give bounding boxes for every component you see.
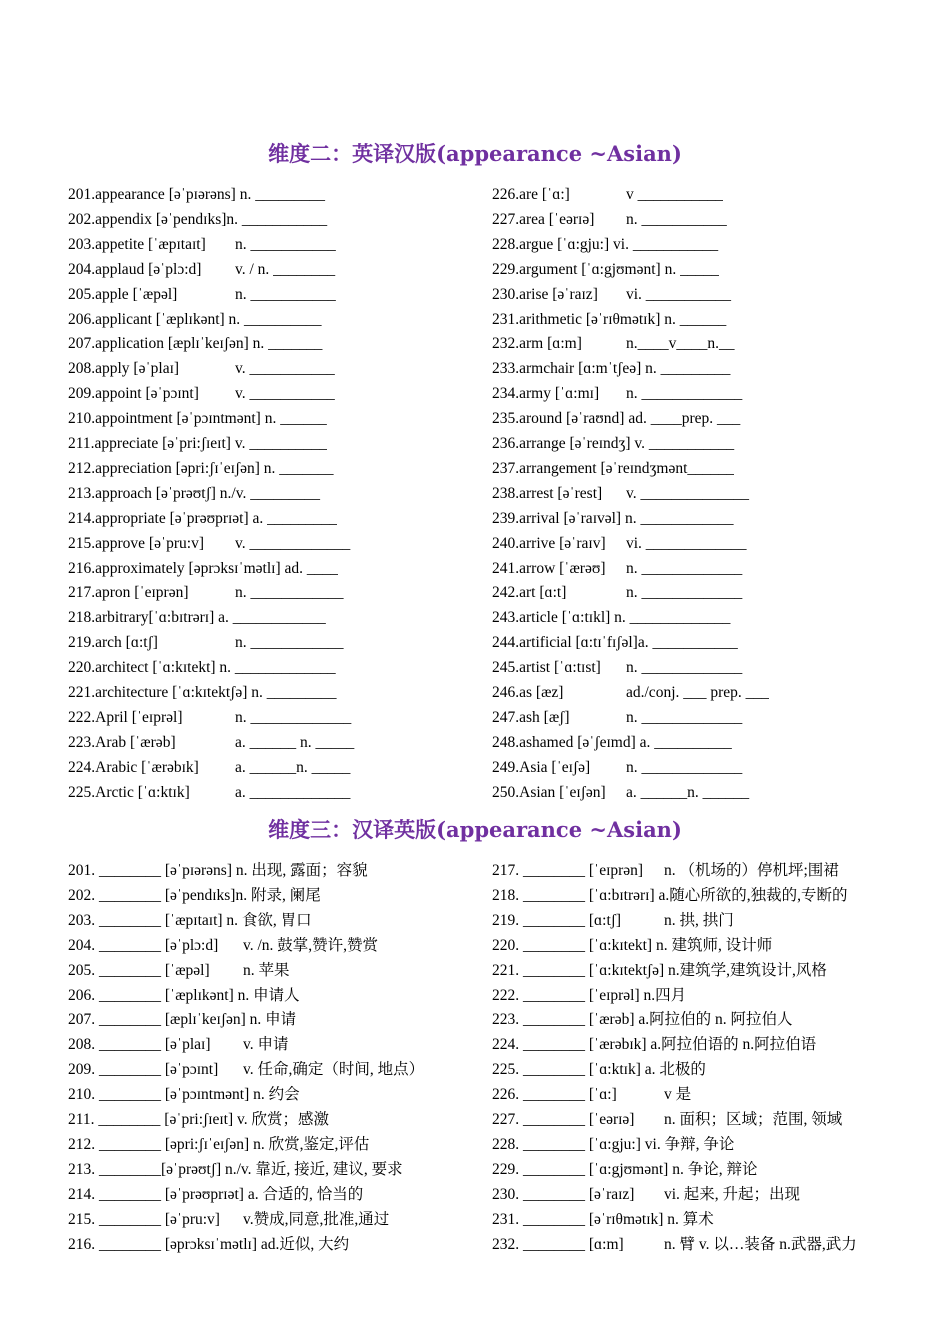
vocab-meaning: v 是 (664, 1086, 692, 1104)
vocab-word: 232. ________ [ɑ:m] (492, 1235, 624, 1253)
vocab-meaning: n. 面积；区域；范围, 领域 (664, 1111, 843, 1128)
vocab-meaning: n. ____________ (235, 634, 344, 652)
vocab-meaning: v.赞成,同意,批准,通过 (243, 1210, 390, 1228)
vocab-entry (492, 733, 732, 753)
vocab-entry (492, 434, 734, 454)
vocab-word: 229. ________ [ˈɑ:gjʊmənt] n. 争论, 辩论 (492, 1160, 758, 1178)
vocab-meaning: n. _____________ (626, 659, 743, 677)
vocab-meaning: vi. 起来, 升起；出现 (664, 1185, 801, 1203)
vocab-word: 247.ash [æʃ] (492, 708, 570, 726)
vocab-meaning: v ___________ (626, 186, 723, 203)
vocab-word: 226. ________ [ˈɑ:] (492, 1086, 617, 1104)
vocab-entry (68, 608, 326, 628)
vocab-entry (492, 886, 848, 906)
vocab-entry (68, 783, 351, 803)
vocab-entry (68, 459, 334, 479)
vocab-entry (492, 1135, 734, 1155)
vocab-meaning: v. 申请 (243, 1036, 289, 1054)
vocab-word: 227. ________ [ˈeərɪə] (492, 1111, 635, 1128)
vocab-meaning: v. _____________ (235, 534, 351, 552)
vocab-word: 212.appreciation [əpri:ʃɪˈeɪʃən] n. _______ (68, 459, 334, 477)
vocab-meaning: a. ______ n. _____ (235, 733, 355, 751)
vocab-entry (492, 534, 747, 554)
vocab-entry (492, 260, 719, 280)
vocab-meaning: vi. ___________ (626, 285, 732, 303)
vocab-word: 243.article [ˈɑ:tɪkl] n. _____________ (492, 609, 731, 627)
vocab-entry (492, 961, 827, 981)
vocab-word: 209. ________ [əˈpɔɪnt] (68, 1061, 219, 1079)
vocab-entry (492, 409, 740, 429)
vocab-word: 222.April [ˈeɪprəl] (68, 708, 183, 726)
vocab-entry (492, 210, 727, 230)
vocab-word: 208. ________ [əˈplaɪ] (68, 1036, 211, 1054)
vocab-entry (68, 1160, 403, 1180)
vocab-word: 202. ________ [əˈpendɪks]n. 附录, 阑尾 (68, 886, 321, 904)
section2-title: 维度二：英译汉版(appearance ~Asian) (268, 141, 682, 166)
vocab-word: 202.appendix [əˈpendɪks]n. ___________ (68, 210, 328, 228)
vocab-entry (68, 484, 320, 504)
vocab-word: 231. ________ [əˈrɪθmətɪk] n. 算术 (492, 1210, 714, 1228)
vocab-word: 222. ________ [ˈeɪprəl] n.四月 (492, 986, 687, 1004)
vocab-meaning: v. ___________ (235, 360, 335, 378)
vocab-entry (68, 936, 379, 956)
vocab-word: 229.argument [ˈɑ:gjʊmənt] n. _____ (492, 260, 719, 278)
vocab-word: 211. ________ [əˈpri:ʃɪeɪt] v. 欣赏；感激 (68, 1111, 330, 1128)
vocab-entry (492, 1060, 706, 1080)
vocab-word: 220. ________ [ˈɑ:kɪtekt] n. 建筑师, 设计师 (492, 936, 773, 954)
vocab-entry (492, 509, 733, 529)
vocab-word: 209.appoint [əˈpɔɪnt] (68, 385, 199, 403)
vocab-meaning: n. _____________ (626, 385, 743, 403)
section3-title: 维度三：汉译英版(appearance ~Asian) (268, 817, 682, 842)
vocab-word: 239.arrival [əˈraɪvəl] n. ____________ (492, 509, 734, 527)
vocab-word: 249.Asia [ˈeɪʃə] (492, 758, 591, 776)
vocab-entry (492, 559, 743, 579)
vocab-entry (68, 210, 327, 230)
vocab-entry (492, 1160, 757, 1180)
vocab-entry (68, 285, 336, 305)
vocab-entry (492, 633, 738, 653)
vocab-entry (68, 758, 351, 778)
vocab-entry (68, 861, 368, 881)
vocab-meaning: v. 任命,确定（时间, 地点） (243, 1061, 425, 1079)
vocab-entry (68, 633, 344, 653)
vocab-entry (492, 783, 750, 803)
vocab-word: 248.ashamed [əˈʃeɪmd] a. __________ (492, 733, 732, 751)
vocab-word: 228.argue [ˈɑ:gju:] vi. ___________ (492, 235, 719, 253)
vocab-entry (68, 658, 336, 678)
vocab-entry (492, 1235, 857, 1255)
vocab-entry (492, 861, 839, 881)
vocab-word: 231.arithmetic [əˈrɪθmətɪk] n. ______ (492, 310, 727, 328)
vocab-entry (492, 708, 743, 728)
vocab-word: 221.architecture [ˈɑ:kɪtektʃə] n. _________ (68, 684, 337, 701)
vocab-word: 216. ________ [əprɔksɪˈmətlɪ] ad.近似, 大约 (68, 1235, 350, 1253)
vocab-meaning: a. ______n. ______ (626, 783, 750, 801)
vocab-word: 220.architect [ˈɑ:kɪtekt] n. _____________ (68, 659, 336, 677)
vocab-word: 205.apple [ˈæpəl] (68, 285, 178, 303)
vocab-meaning: n. （机场的）停机坪;围裙 (664, 862, 839, 879)
vocab-word: 230.arise [əˈraɪz] (492, 285, 598, 303)
vocab-word: 214. ________ [əˈprəʊprɪət] a. 合适的, 恰当的 (68, 1185, 364, 1203)
vocab-word: 201. ________ [əˈpɪərəns] n. 出现, 露面；容貌 (68, 862, 368, 879)
vocab-entry (492, 583, 743, 603)
vocab-meaning: n. _____________ (626, 758, 743, 776)
vocab-word: 233.armchair [ɑ:mˈtʃeə] n. _________ (492, 360, 731, 378)
vocab-entry (492, 936, 772, 956)
vocab-entry (68, 1210, 390, 1230)
vocab-word: 212. ________ [əpri:ʃɪˈeɪʃən] n. 欣赏,鉴定,评估 (68, 1135, 370, 1153)
vocab-word: 234.army [ˈɑ:mɪ] (492, 385, 600, 403)
vocab-meaning: n. _____________ (626, 559, 743, 577)
vocab-entry (68, 359, 335, 379)
vocab-meaning: n. ___________ (626, 210, 727, 228)
vocab-entry (492, 658, 743, 678)
vocab-word: 219.arch [ɑ:tʃ] (68, 634, 158, 652)
vocab-word: 217. ________ [ˈeɪprən] (492, 862, 644, 879)
vocab-entry (492, 1035, 816, 1055)
vocab-entry (492, 608, 730, 628)
vocab-meaning: n. 臂 v. 以…装备 n.武器,武力 (664, 1235, 857, 1253)
vocab-entry (68, 260, 336, 280)
vocab-entry (492, 285, 732, 305)
vocab-word: 207. ________ [æplɪˈkeɪʃən] n. 申请 (68, 1011, 297, 1029)
vocab-entry (68, 434, 327, 454)
vocab-entry (68, 1235, 349, 1255)
vocab-entry (68, 334, 322, 354)
vocab-word: 225.Arctic [ˈɑ:ktɪk] (68, 783, 190, 801)
vocab-entry (68, 733, 355, 753)
vocab-entry (68, 1085, 300, 1105)
vocab-meaning: n. ___________ (235, 235, 336, 253)
vocab-entry (492, 758, 743, 778)
vocab-entry (68, 534, 351, 554)
vocab-word: 217.apron [ˈeɪprən] (68, 584, 189, 602)
vocab-word: 213.approach [əˈprəʊtʃ] n./v. _________ (68, 484, 320, 502)
vocab-word: 203.appetite [ˈæpɪtaɪt] (68, 235, 206, 253)
vocab-entry (492, 986, 686, 1006)
vocab-entry (492, 683, 769, 703)
vocab-entry (492, 1085, 692, 1105)
vocab-word: 210. ________ [əˈpɔɪntmənt] n. 约会 (68, 1086, 300, 1104)
vocab-meaning: n.____v____n.__ (626, 335, 735, 353)
vocab-word: 223. ________ [ˈærəb] a.阿拉伯的 n. 阿拉伯人 (492, 1011, 793, 1029)
vocab-word: 218.arbitrary[ˈɑ:bɪtrərɪ] a. ____________ (68, 609, 326, 627)
vocab-entry (492, 1010, 793, 1030)
vocab-meaning: n. _____________ (235, 708, 352, 726)
vocab-meaning: n. ___________ (235, 285, 336, 303)
vocab-word: 206. ________ [ˈæplɪkənt] n. 申请人 (68, 986, 300, 1004)
vocab-meaning: ad./conj. ___ prep. ___ (626, 684, 769, 701)
vocab-entry (492, 359, 730, 379)
vocab-meaning: n. 拱, 拱门 (664, 911, 734, 929)
vocab-word: 218. ________ [ˈɑ:bɪtrərɪ] a.随心所欲的,独裁的,专断的 (492, 886, 848, 904)
vocab-entry (68, 384, 335, 404)
vocab-word: 236.arrange [əˈreɪndʒ] v. ___________ (492, 435, 735, 452)
vocab-word: 246.as [æz] (492, 684, 564, 701)
vocab-word: 241.arrow [ˈærəʊ] (492, 559, 606, 577)
vocab-meaning: v. /n. 鼓掌,赞许,赞赏 (243, 936, 379, 954)
vocab-entry (68, 1110, 329, 1130)
vocab-meaning: a. ______n. _____ (235, 758, 351, 776)
vocab-entry (68, 886, 321, 906)
vocab-entry (492, 1210, 714, 1230)
vocab-entry (68, 1185, 363, 1205)
vocab-meaning: a. _____________ (235, 783, 351, 801)
vocab-entry (492, 235, 718, 255)
vocab-entry (492, 384, 743, 404)
vocab-entry (492, 484, 749, 504)
vocab-word: 232.arm [ɑ:m] (492, 335, 582, 353)
vocab-entry (492, 310, 726, 330)
vocab-meaning: v. / n. ________ (235, 260, 336, 278)
vocab-meaning: n. _____________ (626, 708, 743, 726)
vocab-entry (68, 961, 290, 981)
vocab-entry (68, 583, 344, 603)
vocab-meaning: n. ____________ (235, 584, 344, 602)
vocab-word: 207.application [æplɪˈkeɪʃən] n. _______ (68, 335, 323, 353)
vocab-word: 225. ________ [ˈɑ:ktɪk] a. 北极的 (492, 1061, 706, 1079)
vocab-entry (68, 1060, 425, 1080)
vocab-entry (68, 683, 337, 703)
vocab-word: 216.approximately [əprɔksɪˈmətlɪ] ad. ____ (68, 559, 338, 577)
vocab-entry (492, 185, 723, 205)
vocab-entry (68, 1035, 289, 1055)
vocab-word: 224. ________ [ˈærəbɪk] a.阿拉伯语的 n.阿拉伯语 (492, 1036, 817, 1054)
vocab-word: 250.Asian [ˈeɪʃən] (492, 783, 606, 801)
vocab-entry (492, 911, 734, 931)
vocab-word: 237.arrangement [əˈreɪndʒmənt______ (492, 459, 734, 477)
vocab-entry (68, 708, 352, 728)
vocab-entry (492, 334, 735, 354)
vocab-meaning: v. ______________ (626, 484, 749, 502)
vocab-word: 205. ________ [ˈæpəl] (68, 961, 210, 979)
vocab-entry (68, 1010, 296, 1030)
vocab-word: 223.Arab [ˈærəb] (68, 733, 176, 751)
vocab-word: 215.approve [əˈpru:v] (68, 534, 205, 552)
vocab-entry (68, 911, 312, 931)
vocab-entry (68, 559, 338, 579)
vocab-meaning: n. 苹果 (243, 961, 290, 979)
vocab-word: 204. ________ [əˈplɔ:d] (68, 936, 219, 954)
vocab-word: 227.area [ˈeərɪə] (492, 210, 595, 228)
vocab-word: 228. ________ [ˈɑ:gju:] vi. 争辩, 争论 (492, 1135, 735, 1153)
vocab-word: 245.artist [ˈɑ:tɪst] (492, 659, 601, 677)
vocab-word: 213. ________[əˈprəʊtʃ] n./v. 靠近, 接近, 建议, 要求 (68, 1160, 403, 1178)
vocab-meaning: v. ___________ (235, 385, 335, 403)
vocab-word: 214.appropriate [əˈprəʊprɪət] a. _________ (68, 509, 337, 527)
vocab-entry (492, 1185, 801, 1205)
vocab-word: 203. ________ [ˈæpɪtaɪt] n. 食欲, 胃口 (68, 911, 312, 929)
vocab-word: 208.apply [əˈplaɪ] (68, 360, 180, 378)
vocab-meaning: vi. _____________ (626, 534, 747, 552)
vocab-meaning: n. _____________ (626, 584, 743, 602)
vocab-word: 206.applicant [ˈæplɪkənt] n. __________ (68, 310, 322, 328)
vocab-word: 242.art [ɑ:t] (492, 584, 567, 602)
vocab-entry (68, 310, 322, 330)
vocab-word: 224.Arabic [ˈærəbɪk] (68, 758, 199, 776)
vocab-word: 211.appreciate [əˈpri:ʃɪeɪt] v. __________ (68, 435, 327, 452)
vocab-word: 219. ________ [ɑ:tʃ] (492, 911, 622, 929)
vocab-word: 240.arrive [əˈraɪv] (492, 534, 606, 552)
vocab-entry (492, 1110, 843, 1130)
vocab-entry (492, 459, 734, 479)
vocab-entry (68, 185, 325, 205)
vocab-word: 238.arrest [əˈrest] (492, 484, 603, 502)
vocab-word: 210.appointment [əˈpɔɪntmənt] n. ______ (68, 410, 327, 428)
vocab-entry (68, 1135, 369, 1155)
vocab-word: 204.applaud [əˈplɔ:d] (68, 260, 202, 278)
vocab-word: 201.appearance [əˈpɪərəns] n. _________ (68, 186, 325, 203)
vocab-word: 215. ________ [əˈpru:v] (68, 1210, 220, 1228)
vocab-entry (68, 409, 327, 429)
vocab-word: 221. ________ [ˈɑ:kɪtektʃə] n.建筑学,建筑设计,风格 (492, 961, 827, 979)
vocab-word: 244.artificial [ɑ:tɪˈfɪʃəl]a. ___________ (492, 634, 738, 652)
vocab-entry (68, 509, 337, 529)
vocab-word: 230. ________ [əˈraɪz] (492, 1185, 635, 1203)
vocab-entry (68, 986, 300, 1006)
vocab-word: 226.are [ˈɑ:] (492, 186, 570, 203)
vocab-entry (68, 235, 336, 255)
vocab-word: 235.around [əˈraʊnd] ad. ____prep. ___ (492, 410, 741, 428)
